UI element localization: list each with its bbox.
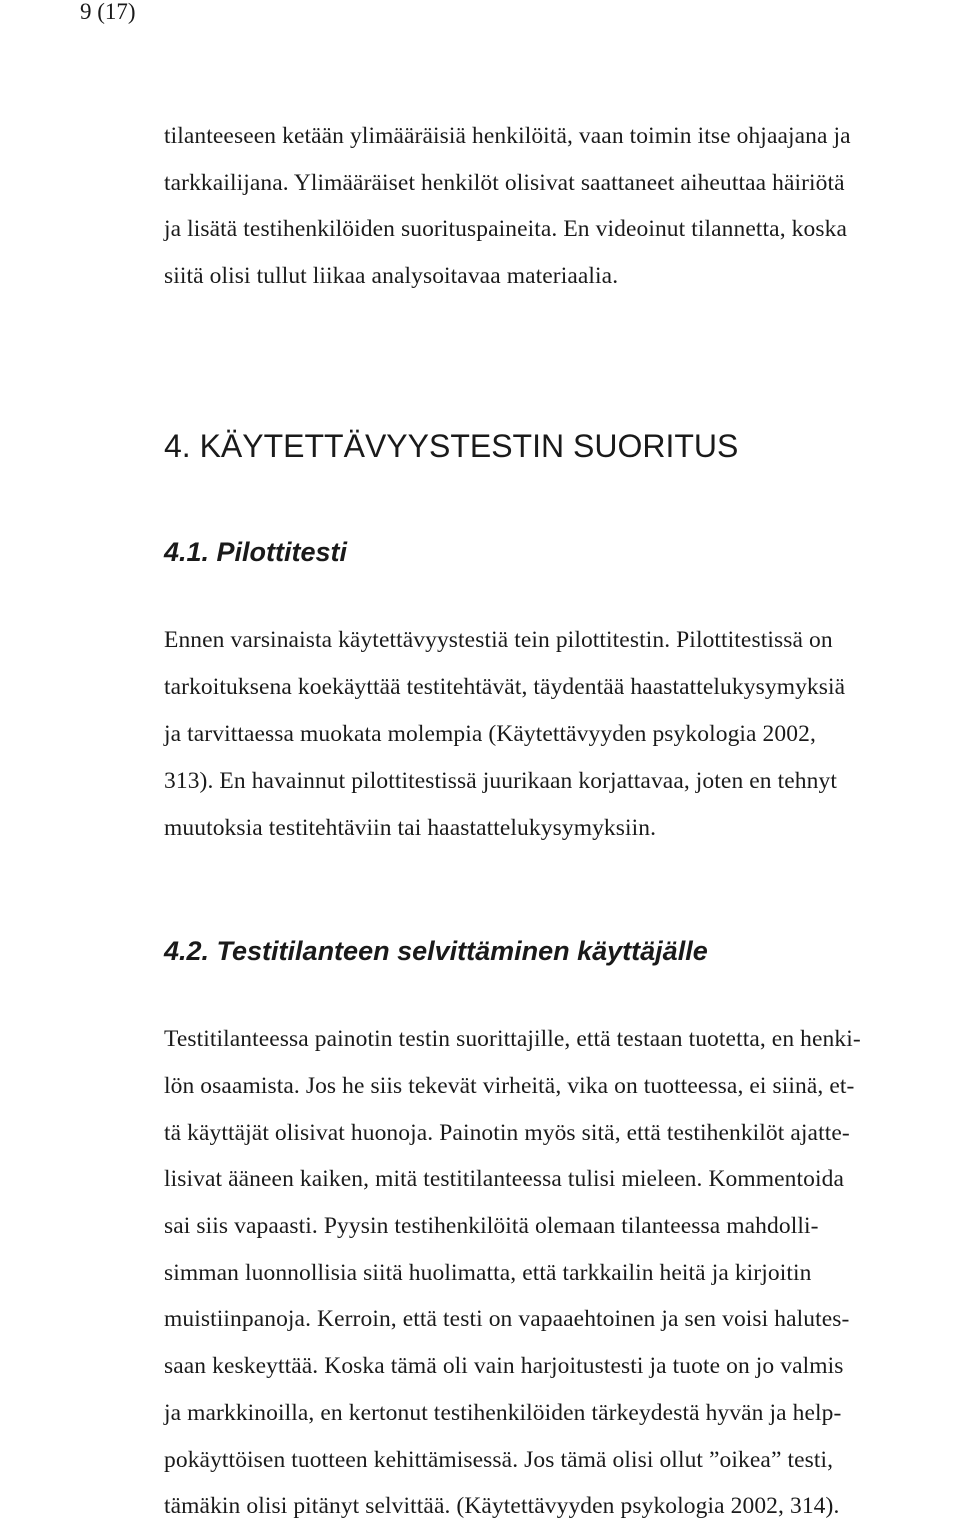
paragraph-line: ja markkinoilla, en kertonut testihenkilöiden tärkeydestä hyvän ja help- [164, 1400, 842, 1426]
paragraph-line: sai siis vapaasti. Pyysin testihenkilöitä olemaan tilanteessa mahdolli- [164, 1213, 819, 1239]
section-heading-pilot-test: 4.1. Pilottitesti [164, 537, 348, 567]
paragraph-line: tilanteeseen ketään ylimääräisiä henkilöitä, vaan toimin itse ohjaajana ja [164, 123, 851, 149]
paragraph-line: pokäyttöisen tuotteen kehittämisessä. Jos tämä olisi ollut ”oikea” testi, [164, 1447, 834, 1473]
paragraph-line: muutoksia testitehtäviin tai haastattelukysymyksiin. [164, 815, 657, 841]
paragraph-line: tä käyttäjät olisivat huonoja. Painotin myös sitä, että testihenkilöt ajatte- [164, 1120, 850, 1146]
paragraph-line: tarkkailijana. Ylimääräiset henkilöt olisivat saattaneet aiheuttaa häiriötä [164, 170, 845, 196]
page-number: 9 (17) [80, 0, 136, 24]
section-heading-test-situation: 4.2. Testitilanteen selvittäminen käyttäjälle [164, 936, 708, 966]
paragraph-line: lön osaamista. Jos he siis tekevät virheitä, vika on tuotteessa, ei siinä, et- [164, 1073, 855, 1099]
paragraph-line: ja lisätä testihenkilöiden suorituspaineita. En videoinut tilannetta, koska [164, 216, 847, 242]
paragraph-line: Testitilanteessa painotin testin suorittajille, että testaan tuotetta, en henki- [164, 1026, 861, 1052]
paragraph-line: saan keskeyttää. Koska tämä oli vain harjoitustesti ja tuote on jo valmis [164, 1353, 844, 1379]
paragraph-line: muistiinpanoja. Kerroin, että testi on vapaaehtoinen ja sen voisi halutes- [164, 1306, 850, 1332]
paragraph-line: lisivat ääneen kaiken, mitä testitilanteessa tulisi mieleen. Kommentoida [164, 1166, 845, 1192]
paragraph-line: tämäkin olisi pitänyt selvittää. (Käytettävyyden psykologia 2002, 314). [164, 1493, 840, 1519]
paragraph-line: siitä olisi tullut liikaa analysoitavaa materiaalia. [164, 263, 619, 289]
paragraph-line: ja tarvittaessa muokata molempia (Käytettävyyden psykologia 2002, [164, 721, 816, 747]
paragraph-line: Ennen varsinaista käytettävyystestiä tein pilottitestin. Pilottitestissä on [164, 627, 833, 653]
paragraph-line: simman luonnollisia siitä huolimatta, että tarkkailin heitä ja kirjoitin [164, 1260, 812, 1286]
chapter-heading: 4. KÄYTETTÄVYYSTESTIN SUORITUS [164, 428, 739, 464]
paragraph-line: tarkoituksena koekäyttää testitehtävät, täydentää haastattelukysymyksiä [164, 674, 846, 700]
paragraph-line: 313). En havainnut pilottitestissä juurikaan korjattavaa, joten en tehnyt [164, 768, 837, 794]
